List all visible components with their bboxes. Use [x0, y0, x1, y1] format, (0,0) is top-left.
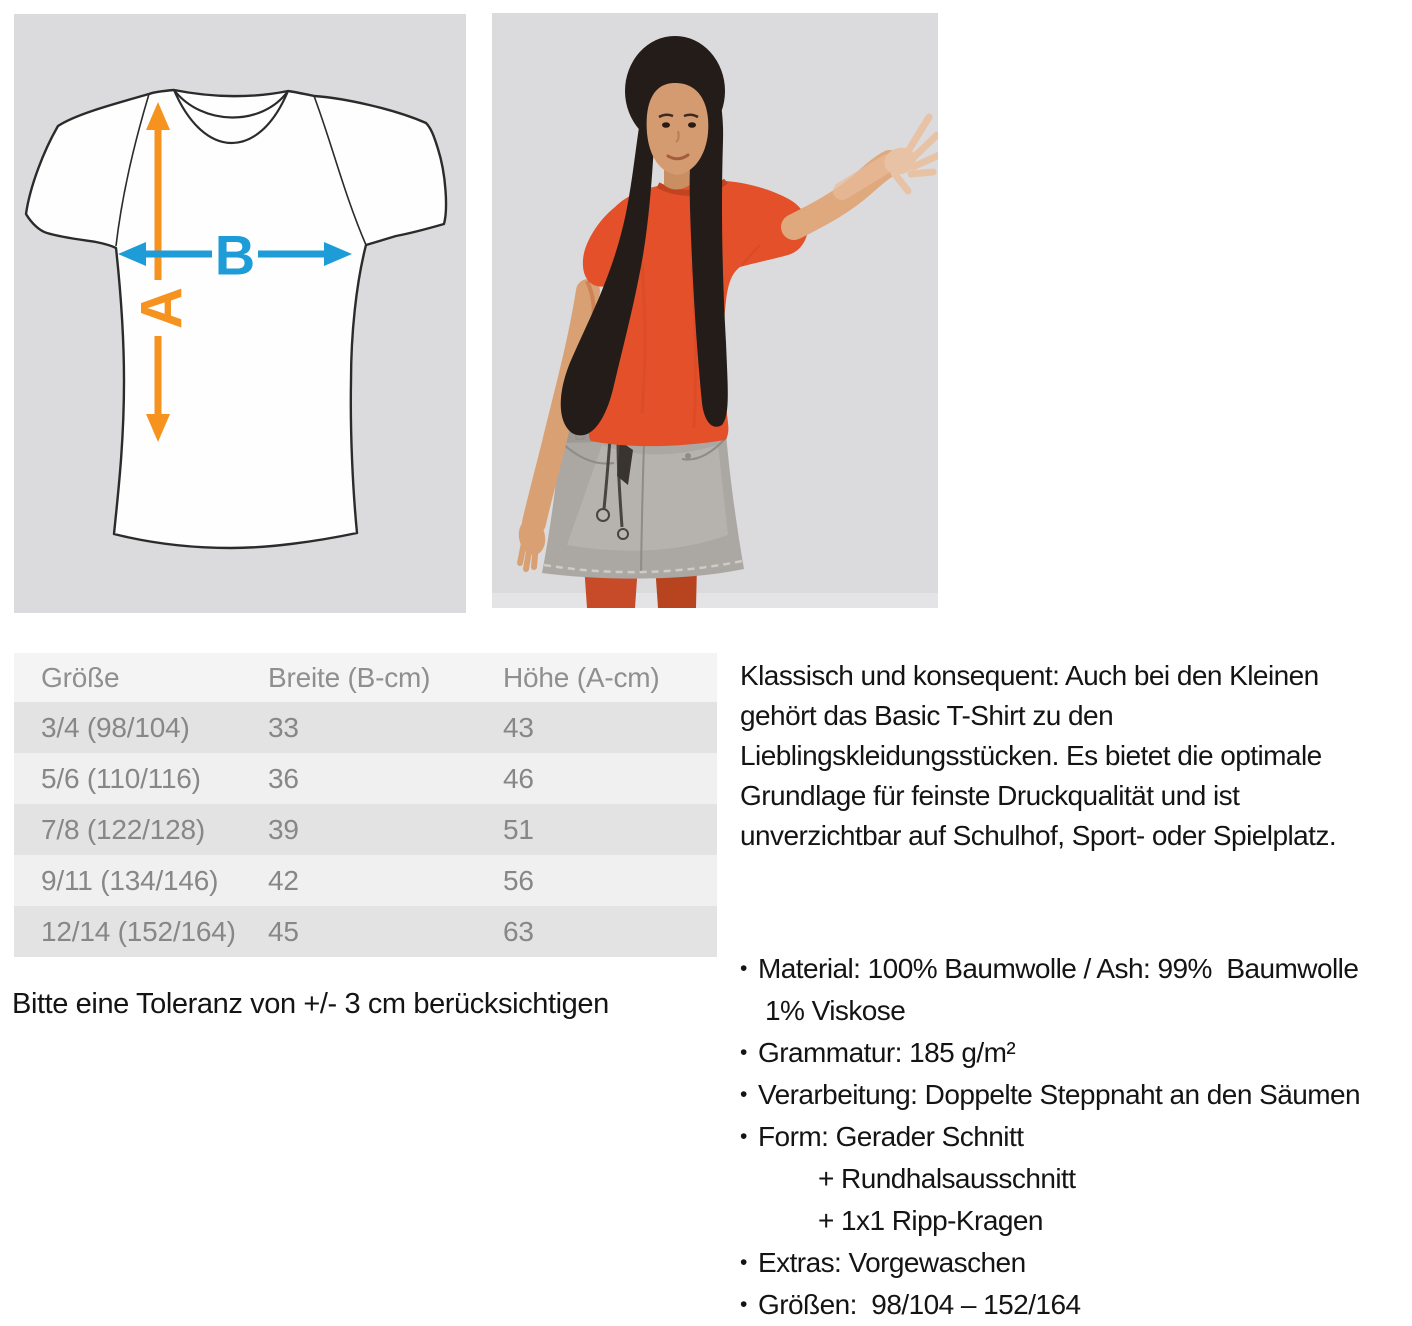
product-description	[740, 656, 1336, 856]
floor-strip	[492, 593, 938, 608]
cell-width: 36	[268, 762, 299, 794]
width-label: B	[214, 223, 256, 287]
cell-size: 7/8 (122/128)	[41, 813, 205, 845]
column-header-breite: Breite (B-cm)	[268, 661, 431, 693]
description-line: Lieblingskleidungsstücken. Es bietet die optimale	[740, 740, 1322, 771]
feature-text: Form: Gerader Schnitt	[758, 1121, 1024, 1152]
cell-size: 3/4 (98/104)	[41, 711, 190, 743]
column-header-groesse: Größe	[41, 661, 120, 693]
bullet-icon: •	[740, 1293, 747, 1316]
feature-item-material	[740, 948, 1360, 990]
description-line: gehört das Basic T-Shirt zu den	[740, 700, 1114, 731]
table-row	[14, 804, 717, 855]
feature-item-form-cont	[818, 1200, 1360, 1242]
tshirt-outline-drawing	[26, 90, 446, 548]
description-line: Klassisch und konsequent: Auch bei den Kleinen	[740, 660, 1319, 691]
description-line: unverzichtbar auf Schulhof, Sport- oder Spielplatz.	[740, 820, 1337, 851]
column-header-hoehe: Höhe (A-cm)	[503, 661, 660, 693]
size-diagram	[14, 14, 466, 613]
feature-item-groessen	[740, 1284, 1360, 1326]
cell-height: 56	[503, 864, 534, 896]
table-row	[14, 906, 717, 957]
cell-height: 43	[503, 711, 534, 743]
feature-text: Grammatur: 185 g/m²	[758, 1037, 1016, 1068]
feature-item-extras	[740, 1242, 1360, 1284]
feature-item-form	[740, 1116, 1360, 1158]
cell-height: 63	[503, 915, 534, 947]
feature-item-grammatur	[740, 1032, 1360, 1074]
cell-width: 33	[268, 711, 299, 743]
feature-item-material-cont	[765, 990, 1360, 1032]
cell-height: 46	[503, 762, 534, 794]
bullet-icon: •	[740, 1041, 747, 1064]
feature-text: Verarbeitung: Doppelte Steppnaht an den Säumen	[758, 1079, 1361, 1110]
feature-list	[740, 948, 1360, 1326]
height-label: A	[129, 287, 195, 329]
cell-height: 51	[503, 813, 534, 845]
cell-width: 42	[268, 864, 299, 896]
bullet-icon: •	[740, 1251, 747, 1274]
description-line: Grundlage für feinste Druckqualität und ist	[740, 780, 1240, 811]
cell-size: 5/6 (110/116)	[41, 762, 201, 794]
cell-size: 12/14 (152/164)	[41, 915, 236, 947]
feature-item-verarbeitung	[740, 1074, 1360, 1116]
table-row	[14, 753, 717, 804]
table-row	[14, 855, 717, 906]
tolerance-note: Bitte eine Toleranz von +/- 3 cm berücksichtigen	[12, 988, 609, 1020]
bullet-icon: •	[740, 1083, 747, 1106]
feature-text: Extras: Vorgewaschen	[758, 1247, 1026, 1278]
size-table	[14, 653, 717, 957]
table-row	[14, 702, 717, 753]
cell-width: 45	[268, 915, 299, 947]
feature-text: 1% Viskose	[765, 995, 906, 1026]
model-photo-illustration	[492, 13, 938, 608]
model-photo-panel	[492, 13, 938, 608]
bullet-icon: •	[740, 1125, 747, 1148]
size-table-header-row	[14, 653, 717, 702]
cell-width: 39	[268, 813, 299, 845]
feature-text: + 1x1 Ripp-Kragen	[818, 1205, 1043, 1236]
feature-item-form-cont	[818, 1158, 1360, 1200]
size-diagram-panel	[14, 14, 466, 613]
feature-text: + Rundhalsausschnitt	[818, 1163, 1076, 1194]
feature-text: Größen: 98/104 – 152/164	[758, 1289, 1081, 1320]
bullet-icon: •	[740, 957, 747, 980]
cell-size: 9/11 (134/146)	[41, 864, 219, 896]
feature-text: Material: 100% Baumwolle / Ash: 99% Baumwolle	[758, 953, 1359, 984]
